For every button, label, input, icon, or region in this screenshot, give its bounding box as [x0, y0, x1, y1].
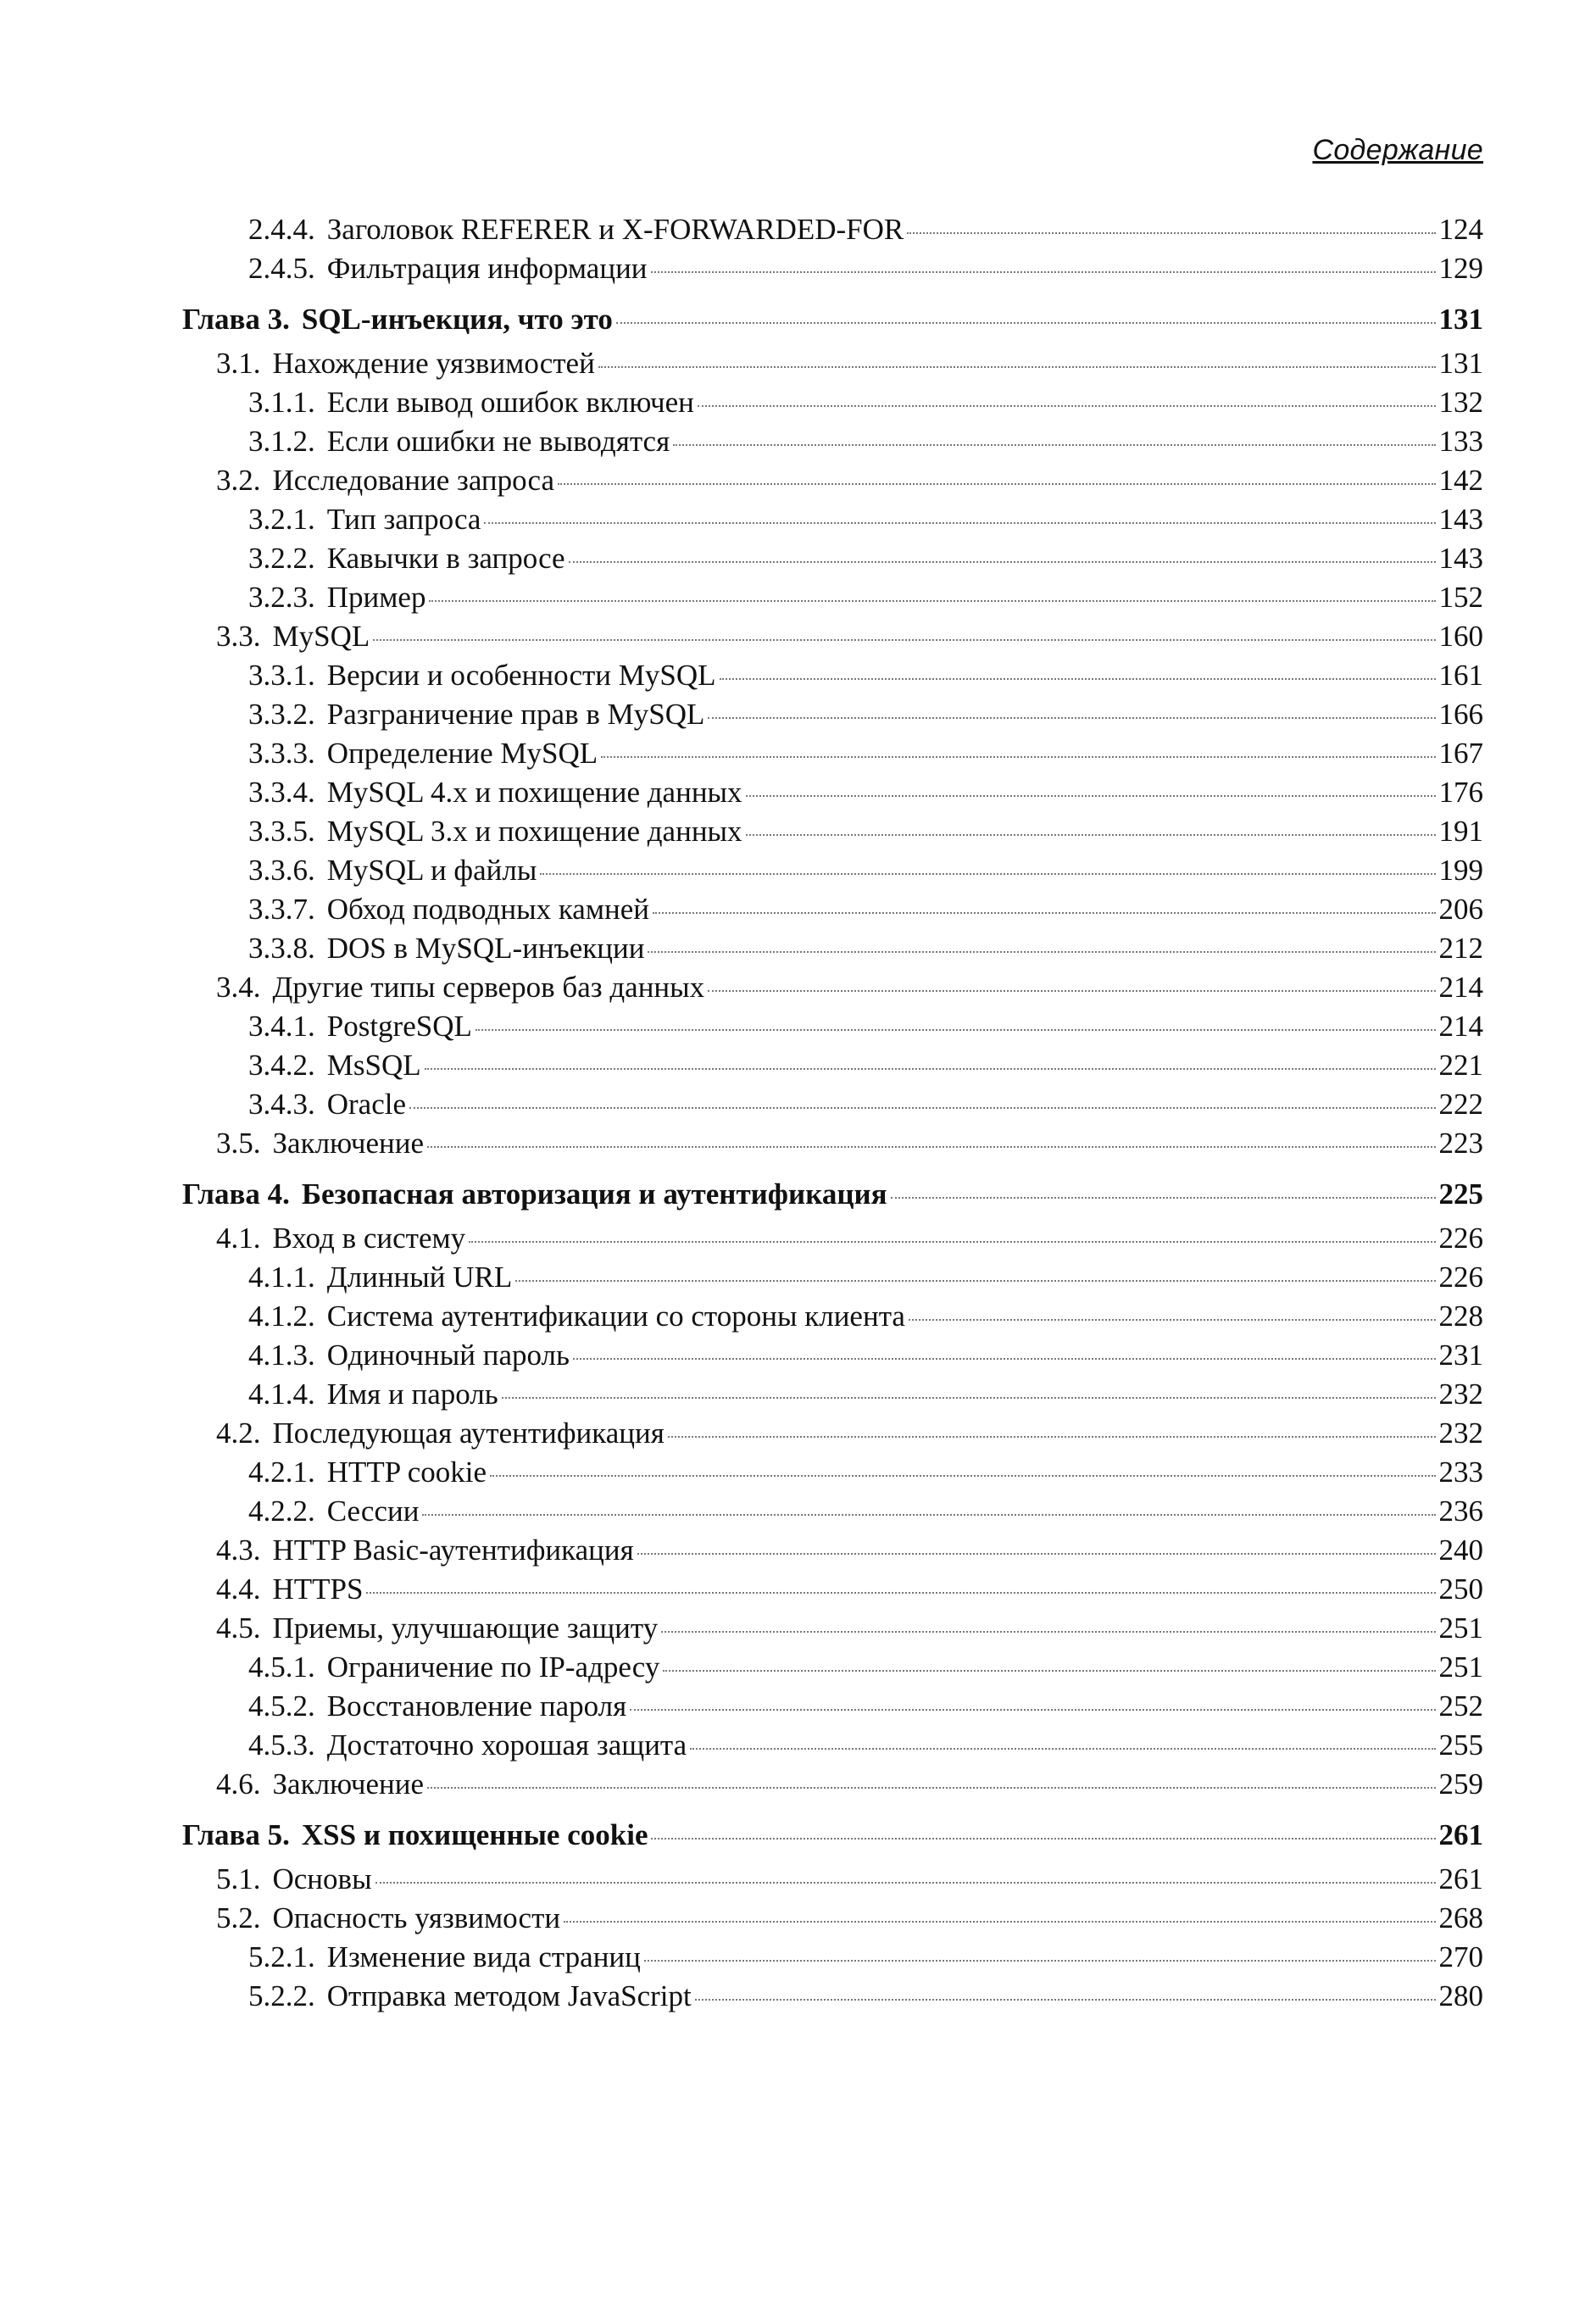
toc-entry-title: HTTP cookie	[326, 1456, 487, 1489]
toc-entry-number: 4.2.1.	[248, 1456, 315, 1489]
toc-entry-number: 3.5.	[216, 1127, 261, 1160]
dot-leader	[648, 950, 1435, 953]
toc-entry-number: 3.2.3.	[248, 581, 315, 614]
toc-entry-title: Длинный URL	[326, 1261, 513, 1294]
toc-entry-page: 166	[1438, 698, 1483, 731]
toc-entry	[0, 1726, 1596, 1765]
toc-entry-title: Кавычки в запросе	[326, 542, 565, 575]
toc-entry-title: HTTP Basic-аутентификация	[272, 1534, 634, 1567]
toc-entry-number: 4.2.2.	[248, 1495, 315, 1528]
dot-leader	[653, 911, 1436, 914]
dot-leader	[502, 1396, 1436, 1399]
toc-entry-page: 129	[1438, 252, 1483, 285]
toc-entry	[0, 1297, 1596, 1336]
toc-entry-page: 232	[1438, 1378, 1483, 1411]
toc-entry	[0, 578, 1596, 617]
toc-entry	[0, 1531, 1596, 1570]
toc-entry-page: 176	[1438, 776, 1483, 809]
toc-entry-page: 199	[1438, 854, 1483, 887]
toc-entry	[0, 1414, 1596, 1453]
toc-entry-number: 3.3.4.	[248, 776, 315, 809]
toc-entry-number: 3.3.3.	[248, 737, 315, 770]
dot-leader	[651, 1837, 1435, 1840]
dot-leader	[651, 270, 1436, 273]
toc-entry-number: 3.1.	[216, 347, 261, 380]
toc-entry-page: 214	[1438, 971, 1483, 1004]
toc-entry-page: 152	[1438, 581, 1483, 614]
toc-entry-page: 222	[1438, 1088, 1483, 1121]
toc-entry-page: 226	[1438, 1222, 1483, 1255]
toc-entry-number: 4.5.1.	[248, 1650, 315, 1684]
toc-entry-page: 252	[1438, 1689, 1483, 1723]
toc-entry	[0, 1687, 1596, 1726]
dot-leader	[375, 1881, 1436, 1884]
toc-entry-number: 3.3.8.	[248, 932, 315, 965]
toc-entry-page: 226	[1438, 1261, 1483, 1294]
toc-entry-number: 3.4.3.	[248, 1088, 315, 1121]
dot-leader	[690, 1747, 1435, 1750]
toc-entry-title: MySQL 3.x и похищение данных	[326, 815, 742, 848]
toc-entry	[0, 1336, 1596, 1375]
toc-entry	[0, 1375, 1596, 1414]
toc-entry-title: Приемы, улучшающие защиту	[272, 1611, 659, 1645]
toc-entry-title: Восстановление пароля	[326, 1689, 627, 1723]
toc-entry-page: 255	[1438, 1728, 1483, 1762]
toc-entry	[0, 344, 1596, 383]
toc-entry	[0, 929, 1596, 968]
toc-entry-number: 4.1.2.	[248, 1300, 315, 1333]
toc-entry-title: Другие типы серверов баз данных	[272, 971, 705, 1004]
dot-leader	[373, 638, 1435, 641]
dot-leader	[644, 1959, 1436, 1962]
toc-entry-number: 4.1.	[216, 1222, 261, 1255]
toc-entry-number: 3.4.1.	[248, 1010, 315, 1043]
dot-leader	[569, 560, 1436, 563]
toc-entry	[0, 1007, 1596, 1046]
toc-entry-number: 3.3.5.	[248, 815, 315, 848]
toc-entry-number: 3.4.	[216, 971, 261, 1004]
dot-leader	[540, 872, 1435, 875]
dot-leader	[720, 677, 1436, 680]
toc-entry-number: 2.4.5.	[248, 252, 315, 285]
toc-entry-page: 221	[1438, 1049, 1483, 1082]
toc-entry-title: MySQL	[272, 620, 370, 653]
dot-leader	[366, 1591, 1435, 1594]
dot-leader	[708, 716, 1435, 719]
toc-entry	[0, 1899, 1596, 1938]
toc-entry-number: 4.5.2.	[248, 1689, 315, 1723]
toc-entry-page: 270	[1438, 1940, 1483, 1973]
toc-entry-page: 212	[1438, 932, 1483, 965]
toc-entry	[0, 1609, 1596, 1648]
toc-entry-number: 4.5.3.	[248, 1728, 315, 1762]
toc-entry-number: Глава 5.	[182, 1818, 290, 1851]
toc-entry-number: 3.3.	[216, 620, 261, 653]
toc-entry	[0, 249, 1596, 288]
dot-leader	[429, 599, 1435, 602]
toc-entry-page: 132	[1438, 386, 1483, 419]
toc-entry-title: Достаточно хорошая защита	[326, 1728, 687, 1762]
toc-entry-number: 3.1.1.	[248, 386, 315, 419]
toc-entry	[0, 1258, 1596, 1297]
toc-entry-number: 4.6.	[216, 1767, 261, 1801]
dot-leader	[422, 1513, 1435, 1516]
toc-entry-title: Заключение	[272, 1767, 424, 1801]
toc-entry	[0, 1124, 1596, 1163]
dot-leader	[601, 755, 1435, 758]
toc-entry	[0, 851, 1596, 890]
toc-entry	[0, 734, 1596, 773]
toc-entry-number: 3.2.2.	[248, 542, 315, 575]
toc-entry	[0, 1085, 1596, 1124]
toc-entry-page: 133	[1438, 425, 1483, 458]
toc-entry-title: Обход подводных камней	[326, 893, 649, 926]
toc-entry-number: 3.3.7.	[248, 893, 315, 926]
toc-entry-title: Система аутентификации со стороны клиента	[326, 1300, 905, 1333]
toc-entry	[0, 1765, 1596, 1804]
toc-entry	[0, 617, 1596, 656]
toc-entry-title: Вход в систему	[272, 1222, 466, 1255]
toc-entry-number: 2.4.4.	[248, 213, 315, 246]
toc-entry-number: 3.3.2.	[248, 698, 315, 731]
toc-entry-title: Имя и пароль	[326, 1378, 498, 1411]
toc-entry-page: 191	[1438, 815, 1483, 848]
dot-leader	[746, 833, 1436, 836]
toc-entry-page: 250	[1438, 1572, 1483, 1606]
toc-entry-page: 236	[1438, 1495, 1483, 1528]
toc-entry-page: 240	[1438, 1534, 1483, 1567]
toc-entry-title: MySQL и файлы	[326, 854, 537, 887]
toc-entry	[0, 1492, 1596, 1531]
table-of-contents	[0, 210, 1596, 2016]
toc-entry-number: 3.3.6.	[248, 854, 315, 887]
dot-leader	[573, 1357, 1436, 1360]
toc-entry-number: 5.2.2.	[248, 1979, 315, 2012]
toc-entry-page: 251	[1438, 1611, 1483, 1645]
dot-leader	[515, 1279, 1435, 1282]
toc-entry	[0, 773, 1596, 812]
running-header: Содержание	[1312, 134, 1483, 166]
dot-leader	[695, 1998, 1436, 2001]
dot-leader	[564, 1920, 1435, 1923]
toc-entry-page: 124	[1438, 213, 1483, 246]
toc-entry-title: Нахождение уязвимостей	[272, 347, 595, 380]
dot-leader	[469, 1240, 1435, 1243]
toc-entry	[0, 695, 1596, 734]
toc-entry-page: 143	[1438, 542, 1483, 575]
toc-entry-title: Разграничение прав в MySQL	[326, 698, 705, 731]
toc-entry-number: 4.3.	[216, 1534, 261, 1567]
toc-entry	[0, 1648, 1596, 1687]
toc-entry-title: Тип запроса	[326, 503, 481, 536]
toc-entry-number: 3.1.2.	[248, 425, 315, 458]
toc-entry-title: Версии и особенности MySQL	[326, 659, 716, 692]
toc-entry-page: 251	[1438, 1650, 1483, 1684]
toc-entry	[0, 1977, 1596, 2016]
toc-entry	[0, 422, 1596, 461]
toc-entry-number: 4.1.1.	[248, 1261, 315, 1294]
toc-entry-page: 167	[1438, 737, 1483, 770]
toc-entry	[0, 656, 1596, 695]
toc-entry-page: 161	[1438, 659, 1483, 692]
toc-entry-number: 4.4.	[216, 1572, 261, 1606]
dot-leader	[661, 1630, 1435, 1633]
toc-entry-page: 232	[1438, 1417, 1483, 1450]
toc-entry-page: 233	[1438, 1456, 1483, 1489]
toc-entry-page: 206	[1438, 893, 1483, 926]
toc-entry-number: 3.4.2.	[248, 1049, 315, 1082]
toc-entry-page: 261	[1438, 1862, 1483, 1895]
toc-entry-page: 280	[1438, 1979, 1483, 2012]
toc-entry-title: Заключение	[272, 1127, 424, 1160]
toc-entry-title: DOS в MySQL-инъекции	[326, 932, 645, 965]
toc-entry	[0, 383, 1596, 422]
toc-entry-title: Ограничение по IP-адресу	[326, 1650, 660, 1684]
toc-entry-title: Если ошибки не выводятся	[326, 425, 670, 458]
toc-chapter-entry	[0, 300, 1596, 339]
toc-entry	[0, 1938, 1596, 1977]
toc-entry-number: 4.5.	[216, 1611, 261, 1645]
toc-entry-page: 214	[1438, 1010, 1483, 1043]
toc-entry-title: Фильтрация информации	[326, 252, 648, 285]
toc-entry-number: 3.2.	[216, 464, 261, 497]
toc-entry	[0, 210, 1596, 249]
toc-entry-number: 4.1.3.	[248, 1339, 315, 1372]
toc-entry-number: 3.3.1.	[248, 659, 315, 692]
toc-entry-number: Глава 4.	[182, 1177, 290, 1211]
toc-entry-page: 131	[1438, 347, 1483, 380]
toc-entry-title: MySQL 4.x и похищение данных	[326, 776, 742, 809]
dot-leader	[409, 1106, 1435, 1109]
toc-entry	[0, 1860, 1596, 1899]
toc-entry-title: Одиночный пароль	[326, 1339, 570, 1372]
dot-leader	[668, 1435, 1436, 1438]
dot-leader	[891, 1196, 1436, 1199]
toc-entry-title: SQL-инъекция, что это	[301, 303, 613, 336]
toc-entry-title: Последующая аутентификация	[272, 1417, 665, 1450]
dot-leader	[637, 1552, 1436, 1555]
dot-leader	[490, 1474, 1436, 1477]
toc-entry	[0, 1570, 1596, 1609]
toc-entry-title: Oracle	[326, 1088, 407, 1121]
toc-entry-page: 160	[1438, 620, 1483, 653]
toc-entry-title: PostgreSQL	[326, 1010, 472, 1043]
toc-entry-title: Определение MySQL	[326, 737, 598, 770]
toc-entry	[0, 1219, 1596, 1258]
toc-entry-title: Безопасная авторизация и аутентификация	[301, 1177, 887, 1211]
dot-leader	[558, 482, 1435, 485]
toc-chapter-entry	[0, 1816, 1596, 1855]
toc-entry-page: 142	[1438, 464, 1483, 497]
toc-entry	[0, 1453, 1596, 1492]
dot-leader	[909, 1318, 1436, 1321]
toc-entry-page: 268	[1438, 1901, 1483, 1934]
toc-entry-page: 223	[1438, 1127, 1483, 1160]
toc-entry-page: 143	[1438, 503, 1483, 536]
dot-leader	[663, 1669, 1435, 1672]
dot-leader	[698, 404, 1436, 407]
toc-entry	[0, 968, 1596, 1007]
toc-entry	[0, 812, 1596, 851]
toc-entry	[0, 500, 1596, 539]
toc-entry-title: Исследование запроса	[272, 464, 555, 497]
toc-entry-title: Если вывод ошибок включен	[326, 386, 694, 419]
toc-entry-title: Сессии	[326, 1495, 420, 1528]
toc-entry-number: 4.1.4.	[248, 1378, 315, 1411]
toc-entry	[0, 461, 1596, 500]
dot-leader	[475, 1028, 1436, 1031]
toc-entry-number: 5.2.	[216, 1901, 261, 1934]
toc-entry-page: 228	[1438, 1300, 1483, 1333]
toc-entry-title: Основы	[272, 1862, 372, 1895]
toc-entry	[0, 539, 1596, 578]
dot-leader	[907, 231, 1435, 234]
dot-leader	[484, 521, 1435, 524]
toc-entry-title: XSS и похищенные cookie	[301, 1818, 648, 1851]
toc-entry-number: 5.1.	[216, 1862, 261, 1895]
toc-entry-page: 259	[1438, 1767, 1483, 1801]
toc-entry-number: 4.2.	[216, 1417, 261, 1450]
toc-entry-page: 261	[1438, 1818, 1483, 1851]
toc-entry	[0, 1046, 1596, 1085]
dot-leader	[673, 443, 1435, 446]
toc-entry	[0, 890, 1596, 929]
toc-entry-title: Заголовок REFERER и X-FORWARDED-FOR	[326, 213, 904, 246]
dot-leader	[427, 1145, 1436, 1148]
toc-entry-title: Изменение вида страниц	[326, 1940, 641, 1973]
dot-leader	[427, 1786, 1436, 1789]
dot-leader	[598, 365, 1436, 368]
toc-entry-page: 131	[1438, 303, 1483, 336]
dot-leader	[630, 1708, 1435, 1711]
toc-entry-title: Опасность уязвимости	[272, 1901, 561, 1934]
toc-entry-title: Пример	[326, 581, 426, 614]
toc-entry-number: Глава 3.	[182, 303, 290, 336]
toc-entry-page: 225	[1438, 1177, 1483, 1211]
toc-chapter-entry	[0, 1175, 1596, 1214]
dot-leader	[708, 989, 1435, 992]
dot-leader	[425, 1067, 1436, 1070]
toc-entry-title: MsSQL	[326, 1049, 421, 1082]
toc-entry-number: 3.2.1.	[248, 503, 315, 536]
toc-entry-title: Отправка методом JavaScript	[326, 1979, 692, 2012]
toc-entry-page: 231	[1438, 1339, 1483, 1372]
toc-entry-number: 5.2.1.	[248, 1940, 315, 1973]
dot-leader	[746, 794, 1436, 797]
toc-entry-title: HTTPS	[272, 1572, 364, 1606]
dot-leader	[616, 321, 1436, 324]
